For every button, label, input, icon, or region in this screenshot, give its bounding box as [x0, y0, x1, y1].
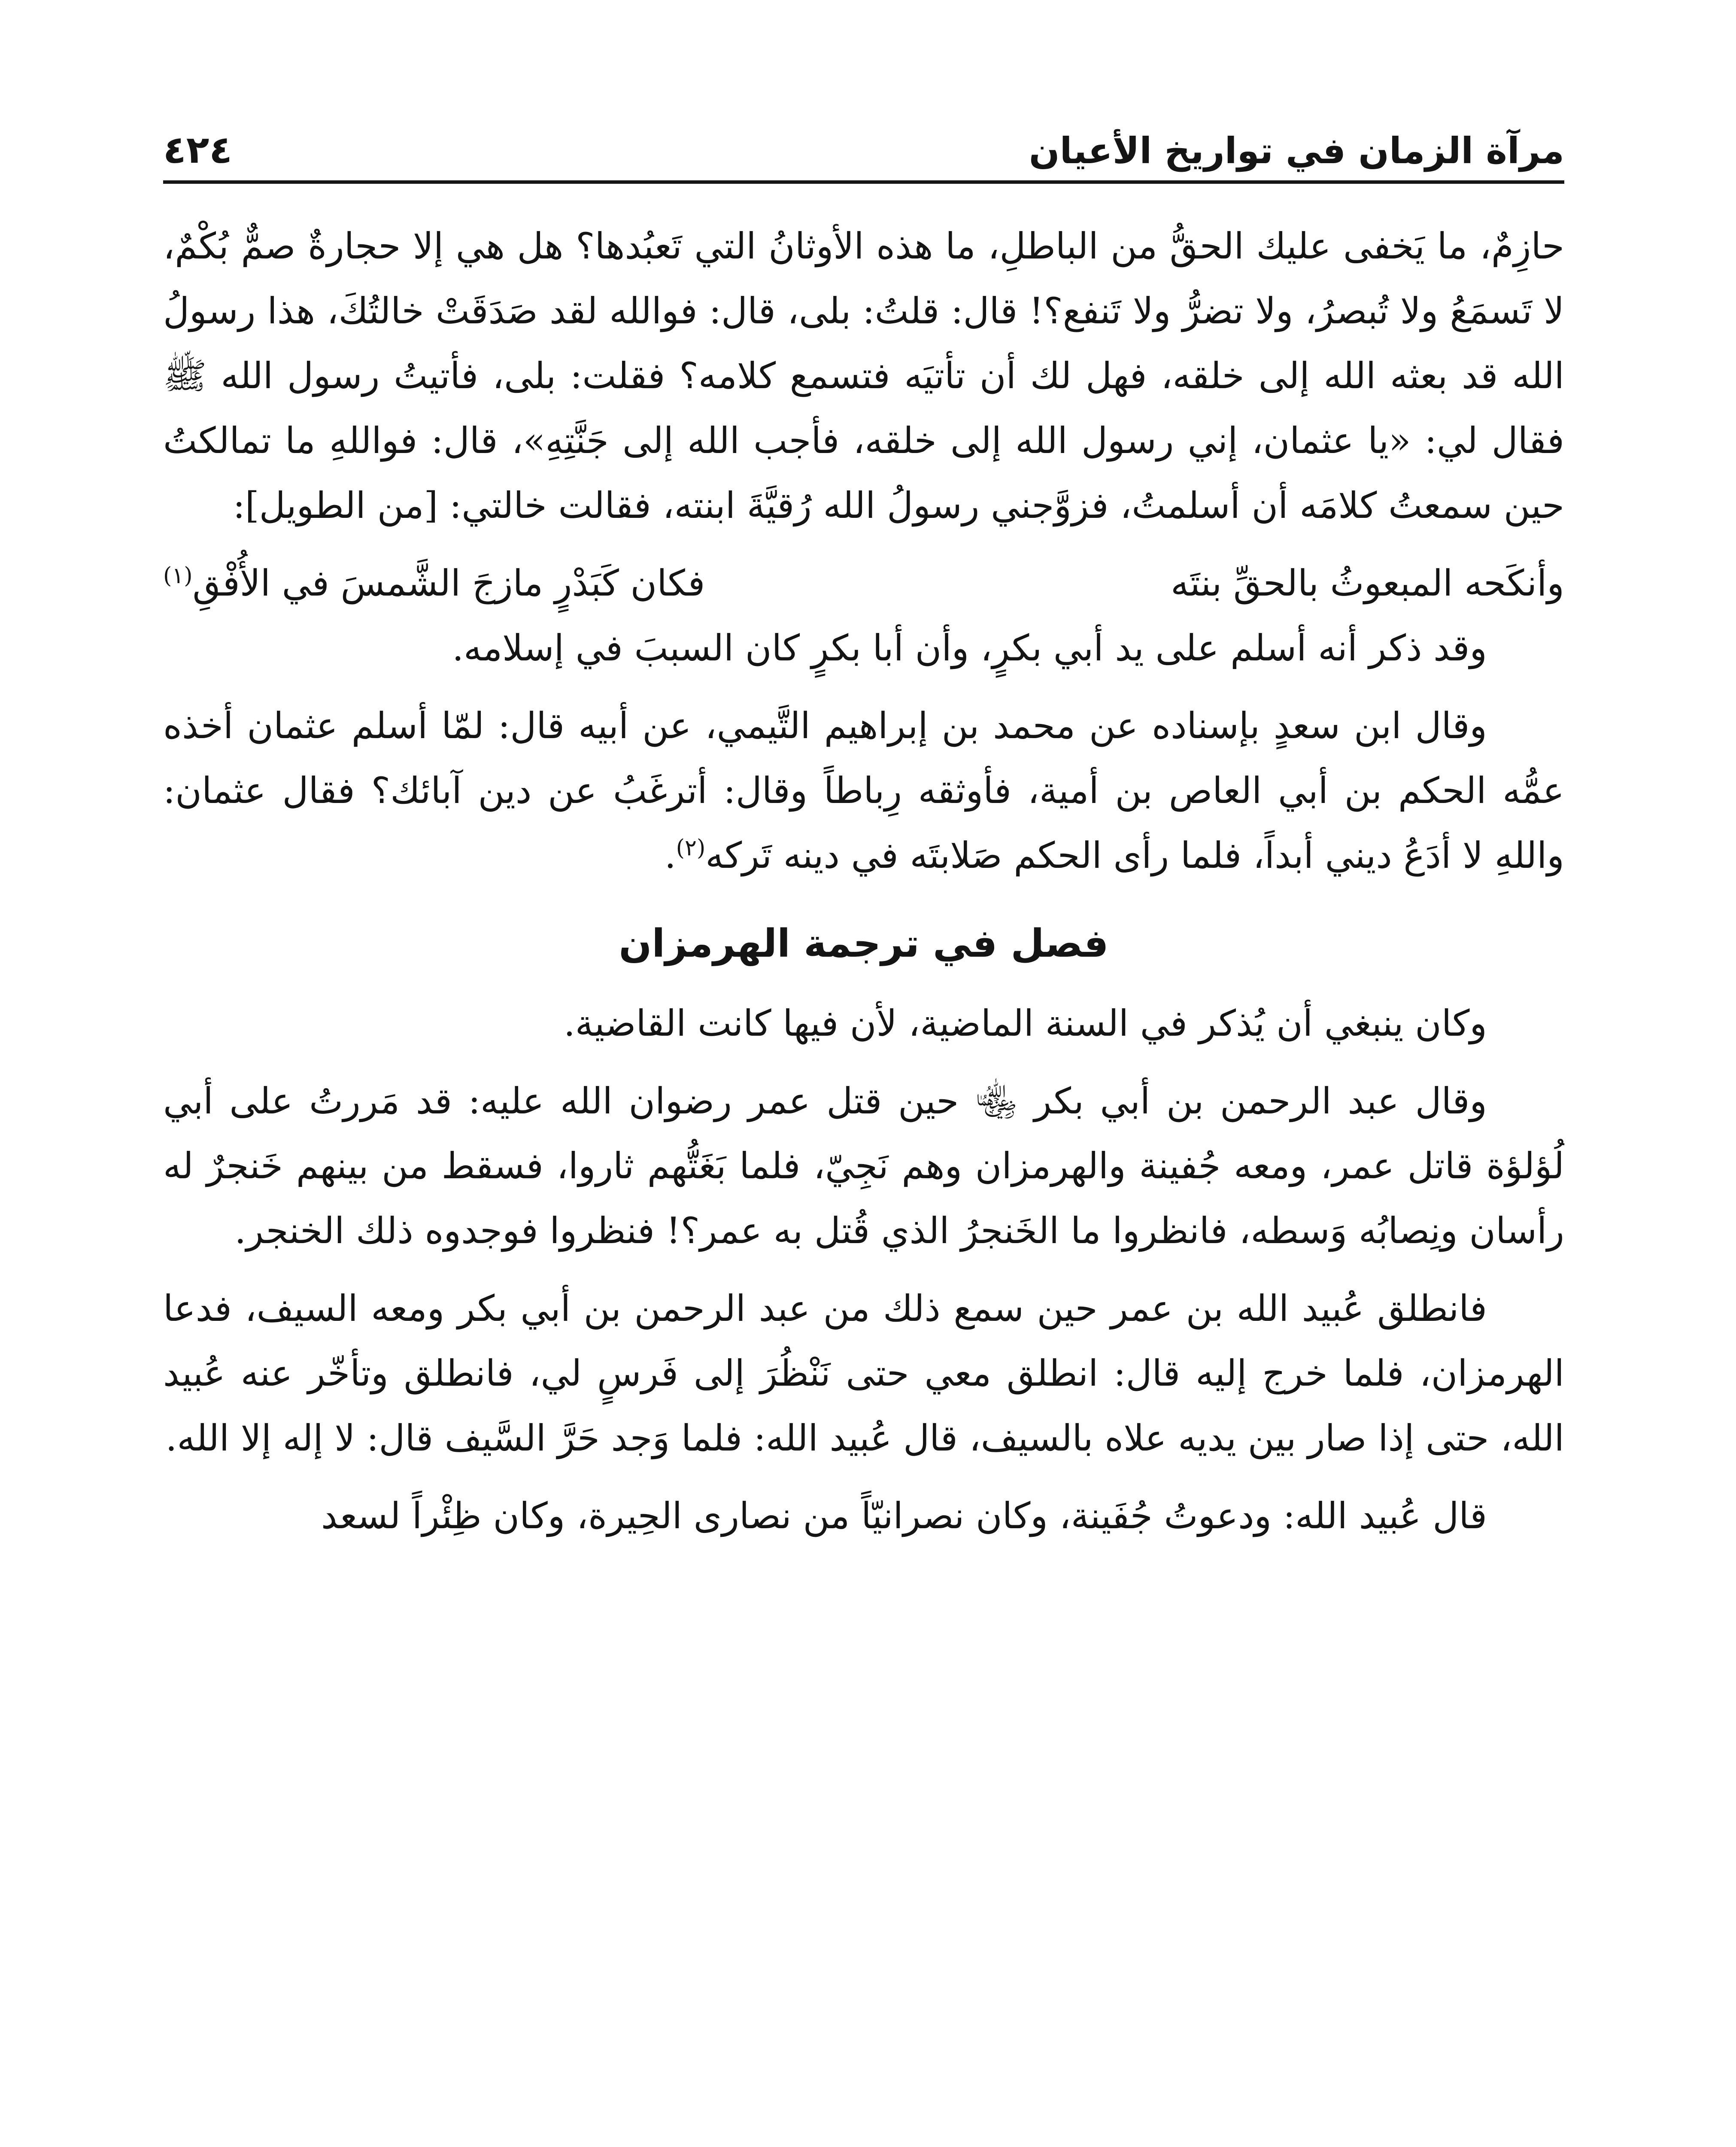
- paragraph-6: فانطلق عُبيد الله بن عمر حين سمع ذلك من عبد الرحمن بن أبي بكر ومعه السيف، فدعا الهرمزان، فلما خرج إليه قال: انطلق معي حتى نَنْظُرَ إلى فَرسٍ لي، فانطلق وتأخّر عنه عُبيد الله، حتى إذا صار بين يديه علاه بالسيف، قال عُبيد الله: فلما وَجد حَرَّ السَّيف قال: لا إله إلا الله.: [163, 1287, 1564, 1459]
- verse-first-hemistich: وأنكَحه المبعوثُ بالحقِّ بنتَه: [1171, 562, 1564, 604]
- section-heading: فصل في ترجمة الهرمزان: [619, 921, 1109, 966]
- page-number: ٤٢٤: [163, 128, 233, 172]
- book-title: مرآة الزمان في تواريخ الأعيان: [1029, 130, 1564, 172]
- paragraph-7: قال عُبيد الله: ودعوتُ جُفَينة، وكان نصرانيّاً من نصارى الحِيرة، وكان ظِئْراً لسعد: [321, 1495, 1487, 1537]
- paragraph-2: وقد ذكر أنه أسلم على يد أبي بكرٍ، وأن أبا بكرٍ كان السببَ في إسلامه.: [452, 627, 1487, 669]
- paragraph-3-text: وقال ابن سعدٍ بإسناده عن محمد بن إبراهيم التَّيمي، عن أبيه قال: لمّا أسلم عثمان أخذه عمُّه الحكم بن أبي العاص بن أمية، فأوثقه رِباطاً وقال: أترغَبُ عن دين آبائك؟ فقال عثمان: واللهِ لا أدَعُ ديني أبداً، فلما رأى الحكم صَلابتَه في دينه تَركه: [163, 705, 1564, 876]
- paragraph-5: وقال عبد الرحمن بن أبي بكر ﵄ حين قتل عمر رضوان الله عليه: قد مَررتُ على أبي لُؤلؤة قاتل عمر، ومعه جُفينة والهرمزان وهم نَجِيّ، فلما بَغَتُّهم ثاروا، فسقط من بينهم خَنجرٌ له رأسان ونِصابُه وَسطه، فانظروا ما الخَنجرُ الذي قُتل به عمر؟! فنظروا فوجدوه ذلك الخنجر.: [163, 1080, 1564, 1252]
- book-page: [163, 107, 1564, 2147]
- paragraph-1: حازِمٌ، ما يَخفى عليك الحقُّ من الباطلِ، ما هذه الأوثانُ التي تَعبُدها؟ هل هي إلا حجارةٌ صمٌّ بُكْمٌ، لا تَسمَعُ ولا تُبصرُ، ولا تضرُّ ولا تَنفع؟! قال: قلتُ: بلى، قال: فوالله لقد صَدَقَتْ خالتُكَ، هذا رسولُ الله قد بعثه الله إلى خلقه، فهل لك أن تأتيَه فتسمع كلامه؟ فقلت: بلى، فأتيتُ رسول الله ﷺ فقال لي: «يا عثمان، إني رسول الله إلى خلقه، فأجب الله إلى جَنَّتِهِ»، قال: فواللهِ ما تمالكتُ حين سمعتُ كلامَه أن أسلمتُ، فزوَّجني رسولُ الله رُقيَّةَ ابنته، فقالت خالتي: [من الطويل]:: [163, 225, 1565, 526]
- running-header: [163, 107, 1564, 184]
- footnote-marker-2[interactable]: (٢): [676, 835, 706, 861]
- paragraph-3: وقال ابن سعدٍ بإسناده عن محمد بن إبراهيم التَّيمي، عن أبيه قال: لمّا أسلم عثمان أخذه عمُّه الحكم بن أبي العاص بن أمية، فأوثقه رِباطاً وقال: أترغَبُ عن دين آبائك؟ فقال عثمان: واللهِ لا أدَعُ ديني أبداً، فلما رأى الحكم صَلابتَه في دينه تَركه$^{(٢)}$.: [163, 705, 1564, 876]
- poetry-verse: [163, 551, 1564, 616]
- footnote-marker-1[interactable]: (١): [163, 563, 193, 589]
- verse-second-text: فكان كَبَدْرٍ مازجَ الشَّمسَ في الأُفْقِ: [192, 562, 705, 604]
- verse-second-hemistich: [163, 551, 705, 616]
- paragraph-4: وكان ينبغي أن يُذكر في السنة الماضية، لأن فيها كانت القاضية.: [564, 1002, 1487, 1044]
- main-text: [163, 214, 1564, 1548]
